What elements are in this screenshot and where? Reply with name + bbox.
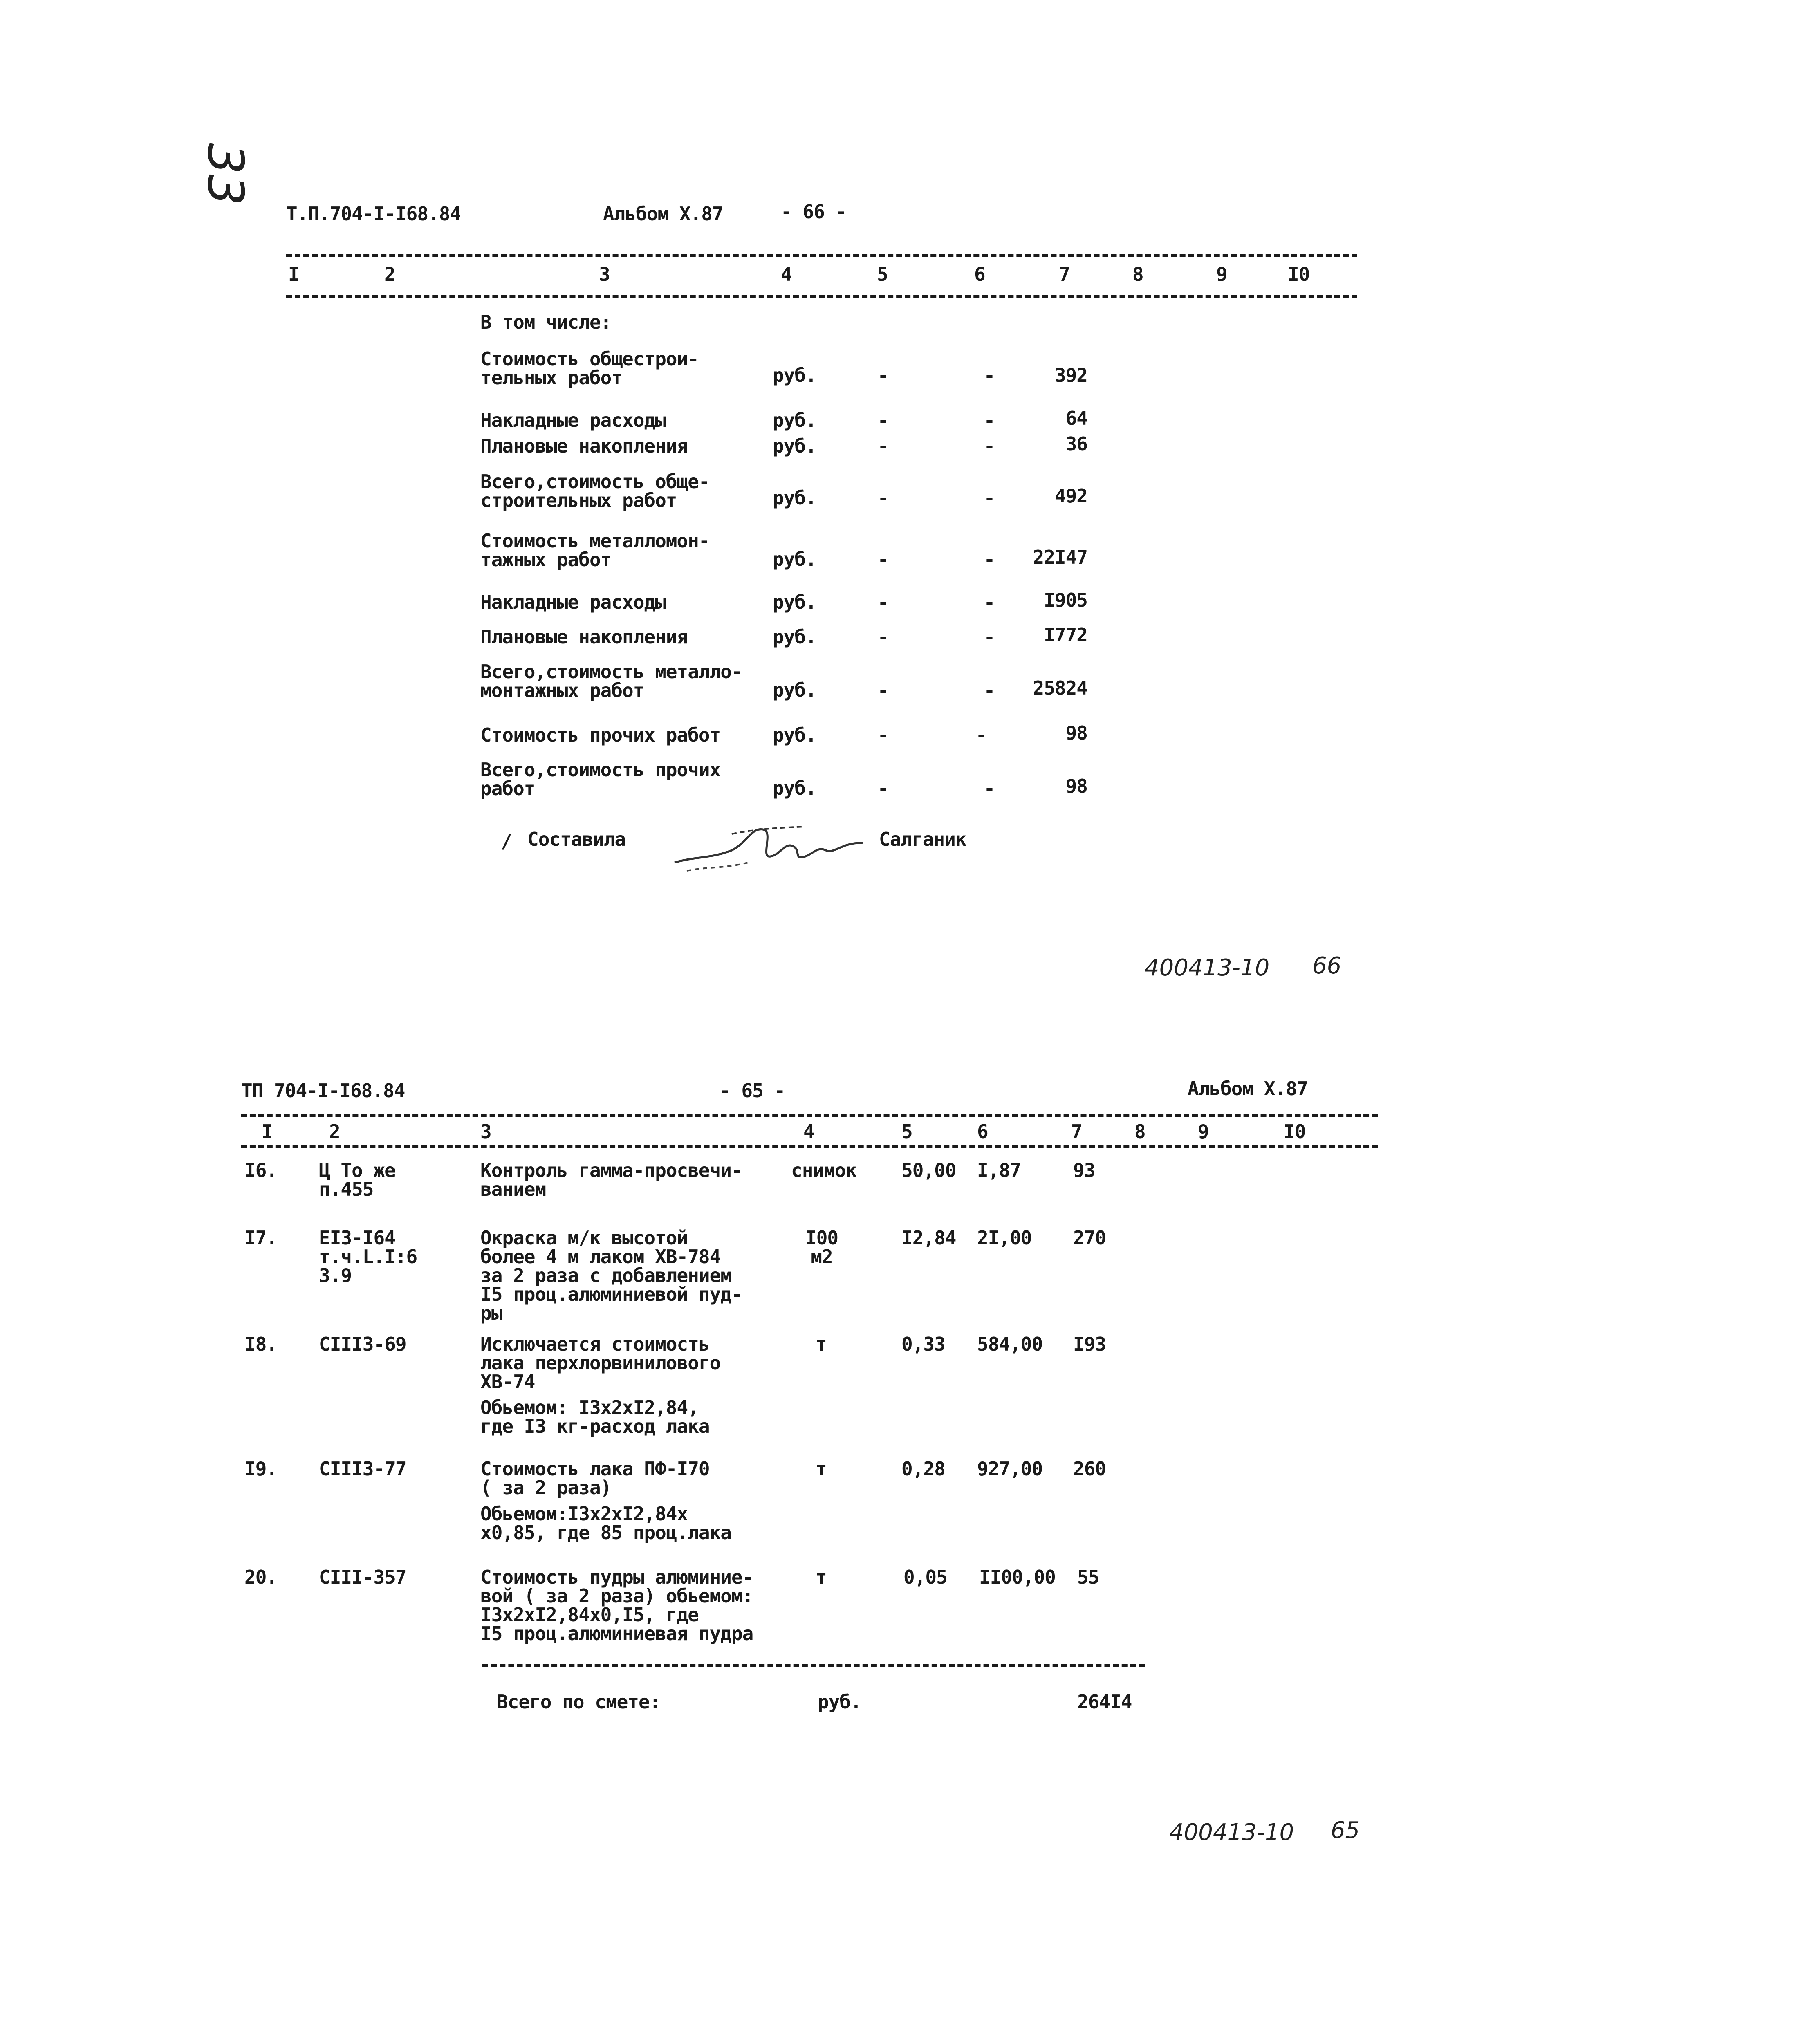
row-col6: - bbox=[984, 435, 995, 457]
row-total: 260 bbox=[1073, 1458, 1106, 1480]
total-label: Всего по смете: bbox=[497, 1691, 661, 1713]
row-unit-price: 927,00 bbox=[977, 1458, 1043, 1480]
row-unit: руб. bbox=[773, 626, 816, 648]
row-code: Ц То же п.455 bbox=[319, 1159, 395, 1200]
row-description: Всего,стоимость обще- строительных работ bbox=[480, 471, 710, 511]
row-description: Накладные расходы bbox=[480, 591, 666, 613]
row-col5: - bbox=[877, 626, 889, 648]
archive-stamp-upper: 400413-10 bbox=[1145, 955, 1270, 981]
row-unit-price: I,87 bbox=[977, 1159, 1021, 1181]
row-unit: руб. bbox=[773, 724, 816, 746]
row-col5: - bbox=[877, 548, 889, 570]
slash-mark: / bbox=[501, 830, 512, 852]
row-col6: - bbox=[984, 777, 995, 799]
row-col6: - bbox=[984, 679, 995, 701]
row-unit: I00 м2 bbox=[805, 1227, 838, 1268]
lower-header-rule-bottom bbox=[241, 1145, 1378, 1148]
row-col6: - bbox=[984, 626, 995, 648]
row-number: I8. bbox=[244, 1333, 278, 1355]
lower-col-4: 4 bbox=[803, 1121, 814, 1143]
row-number: I6. bbox=[244, 1159, 278, 1181]
row-description-extra: Обьемом:I3х2хI2,84х х0,85, где 85 проц.лака bbox=[480, 1503, 731, 1544]
archive-stamp-lower: 400413-10 bbox=[1169, 1819, 1294, 1846]
row-code: СIII3-69 bbox=[319, 1333, 406, 1355]
row-unit-price: II00,00 bbox=[979, 1566, 1056, 1588]
row-quantity: I2,84 bbox=[901, 1227, 956, 1249]
row-col7: 25824 bbox=[1033, 677, 1087, 699]
row-code: ЕI3-I64 т.ч.L.I:6 3.9 bbox=[319, 1227, 417, 1286]
lower-album: Альбом X.87 bbox=[1188, 1078, 1308, 1100]
row-col7: 98 bbox=[1065, 722, 1087, 744]
row-quantity: 0,28 bbox=[901, 1458, 945, 1480]
row-unit-price: 2I,00 bbox=[977, 1227, 1032, 1249]
upper-header-rule-bottom bbox=[286, 295, 1357, 298]
row-unit: руб. bbox=[773, 409, 816, 431]
row-code: СIII-357 bbox=[319, 1566, 406, 1588]
row-col7: 98 bbox=[1065, 775, 1087, 797]
row-col6: - bbox=[975, 724, 987, 746]
corner-mark: 33 bbox=[197, 143, 253, 206]
row-col6: - bbox=[984, 487, 995, 509]
row-number: I7. bbox=[244, 1227, 278, 1249]
row-description: Стоимость лака ПФ-I70 ( за 2 раза) bbox=[480, 1458, 710, 1499]
row-unit: снимок bbox=[791, 1159, 857, 1181]
upper-col-9: 9 bbox=[1216, 263, 1227, 285]
upper-doc-code: Т.П.704-I-I68.84 bbox=[286, 203, 461, 225]
lower-col-5: 5 bbox=[901, 1121, 912, 1143]
row-quantity: 0,33 bbox=[901, 1333, 945, 1355]
row-description: Стоимость пудры алюминие- вой ( за 2 раза) обьемом: I3х2хI2,84х0,I5, где I5 проц.алюминиевая пудра bbox=[480, 1566, 753, 1645]
total-value: 264I4 bbox=[1077, 1691, 1132, 1713]
lower-col-3: 3 bbox=[480, 1121, 491, 1143]
row-unit: руб. bbox=[773, 435, 816, 457]
row-unit: руб. bbox=[773, 777, 816, 799]
row-col7: I772 bbox=[1044, 624, 1087, 646]
total-unit: руб. bbox=[818, 1691, 861, 1713]
row-description: Всего,стоимость прочих работ bbox=[480, 759, 721, 800]
row-quantity: 0,05 bbox=[903, 1566, 947, 1588]
row-description: Контроль гамма-просвечи- ванием bbox=[480, 1159, 742, 1200]
lower-col-7: 7 bbox=[1071, 1121, 1082, 1143]
upper-col-4: 4 bbox=[781, 263, 792, 285]
row-col5: - bbox=[877, 435, 889, 457]
row-description: Накладные расходы bbox=[480, 409, 666, 431]
row-unit: т bbox=[816, 1566, 827, 1588]
row-unit: руб. bbox=[773, 487, 816, 509]
upper-album: Альбом X.87 bbox=[603, 203, 723, 225]
upper-heading: В том числе: bbox=[480, 311, 612, 333]
archive-page-upper: 66 bbox=[1312, 953, 1342, 979]
lower-page-number: - 65 - bbox=[720, 1080, 785, 1102]
lower-col-9: 9 bbox=[1198, 1121, 1209, 1143]
lower-col-6: 6 bbox=[977, 1121, 988, 1143]
row-col6: - bbox=[984, 409, 995, 431]
upper-col-1: I bbox=[288, 263, 299, 285]
row-quantity: 50,00 bbox=[901, 1159, 956, 1181]
upper-col-10: I0 bbox=[1288, 263, 1310, 285]
row-code: СIII3-77 bbox=[319, 1458, 406, 1480]
row-col7: 64 bbox=[1065, 407, 1087, 429]
lower-col-10: I0 bbox=[1284, 1121, 1306, 1143]
row-unit: руб. bbox=[773, 679, 816, 701]
row-col5: - bbox=[877, 724, 889, 746]
row-col7: I905 bbox=[1044, 589, 1087, 611]
row-description: Стоимость прочих работ bbox=[480, 724, 721, 746]
lower-header-rule-top bbox=[241, 1114, 1378, 1117]
row-description: Стоимость металломон- тажных работ bbox=[480, 530, 710, 571]
row-description: Плановые накопления bbox=[480, 626, 688, 648]
lower-col-2: 2 bbox=[329, 1121, 340, 1143]
upper-col-2: 2 bbox=[384, 263, 395, 285]
row-description: Всего,стоимость металло- монтажных работ bbox=[480, 661, 742, 702]
lower-col-1: I bbox=[262, 1121, 273, 1143]
row-col5: - bbox=[877, 487, 889, 509]
row-col6: - bbox=[984, 591, 995, 613]
upper-col-6: 6 bbox=[974, 263, 985, 285]
row-unit: руб. bbox=[773, 364, 816, 386]
row-description-extra: Обьемом: I3х2хI2,84, где I3 кг-расход лака bbox=[480, 1396, 710, 1437]
upper-col-8: 8 bbox=[1132, 263, 1143, 285]
upper-col-3: 3 bbox=[599, 263, 610, 285]
archive-page-lower: 65 bbox=[1331, 1817, 1360, 1844]
upper-header-rule-top bbox=[286, 254, 1357, 257]
row-number: I9. bbox=[244, 1458, 278, 1480]
row-description: Плановые накопления bbox=[480, 435, 688, 457]
lower-total-rule bbox=[482, 1664, 1145, 1667]
row-number: 20. bbox=[244, 1566, 278, 1588]
row-description: Окраска м/к высотой более 4 м лаком ХВ-784 за 2 раза с добавлением I5 проц.алюминиевой пуд- ры bbox=[480, 1227, 742, 1324]
row-col6: - bbox=[984, 548, 995, 570]
signature bbox=[670, 818, 867, 875]
compiled-by-name: Салганик bbox=[879, 828, 966, 850]
row-col5: - bbox=[877, 679, 889, 701]
row-description: Стоимость общестрои- тельных работ bbox=[480, 348, 699, 389]
upper-col-7: 7 bbox=[1059, 263, 1070, 285]
row-total: 55 bbox=[1077, 1566, 1099, 1588]
row-total: 93 bbox=[1073, 1159, 1095, 1181]
row-total: I93 bbox=[1073, 1333, 1106, 1355]
row-unit: руб. bbox=[773, 548, 816, 570]
row-col5: - bbox=[877, 591, 889, 613]
lower-col-8: 8 bbox=[1134, 1121, 1145, 1143]
row-col5: - bbox=[877, 409, 889, 431]
row-col7: 492 bbox=[1054, 485, 1087, 507]
lower-doc-code: ТП 704-I-I68.84 bbox=[241, 1080, 405, 1102]
row-unit: т bbox=[816, 1458, 827, 1480]
row-description: Исключается стоимость лака перхлорвинилового ХВ-74 bbox=[480, 1333, 721, 1393]
row-col6: - bbox=[984, 364, 995, 386]
row-col5: - bbox=[877, 777, 889, 799]
row-col7: 22I47 bbox=[1033, 546, 1087, 568]
row-unit-price: 584,00 bbox=[977, 1333, 1043, 1355]
row-total: 270 bbox=[1073, 1227, 1106, 1249]
upper-page-number: - 66 - bbox=[781, 201, 847, 223]
compiled-by-label: Составила bbox=[527, 828, 626, 850]
upper-col-5: 5 bbox=[877, 263, 888, 285]
row-col5: - bbox=[877, 364, 889, 386]
row-col7: 392 bbox=[1054, 364, 1087, 386]
row-unit: руб. bbox=[773, 591, 816, 613]
row-unit: т bbox=[816, 1333, 827, 1355]
row-col7: 36 bbox=[1065, 433, 1087, 455]
